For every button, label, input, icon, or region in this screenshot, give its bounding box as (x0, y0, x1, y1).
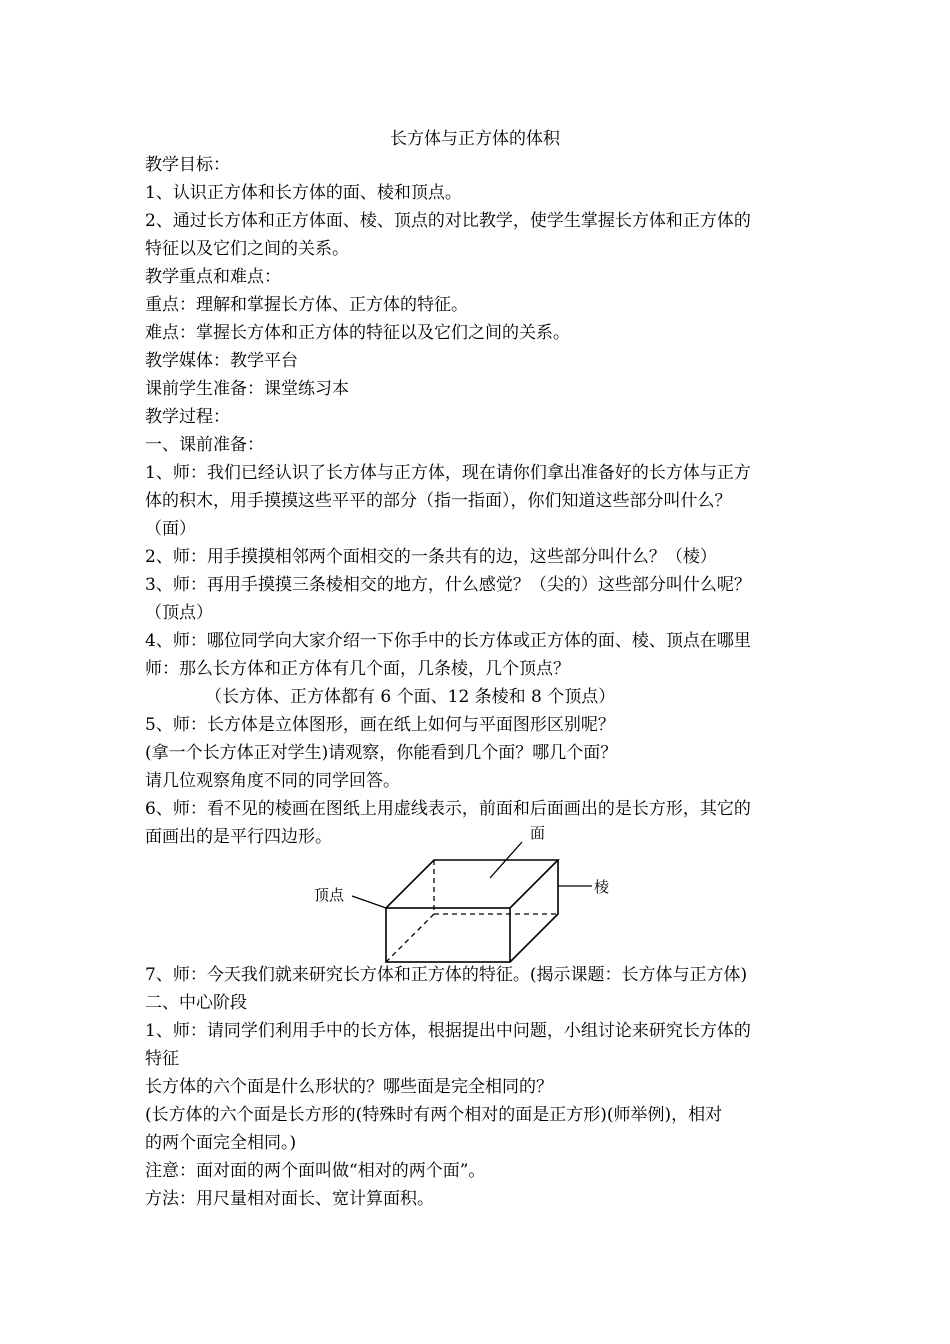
method-measure: 方法：用尺量相对面长、宽计算面积。 (145, 1189, 434, 1209)
heading-teaching-goals: 教学目标： (145, 155, 230, 175)
goal-item-1: 1、认识正方体和长方体的面、棱和顶点。 (145, 183, 462, 203)
goal-item-2-continued: 特征以及它们之间的关系。 (145, 239, 349, 259)
teaching-media: 教学媒体：教学平台 (145, 351, 298, 371)
step-6-line-2: 面画出的是平行四边形。 (145, 827, 332, 847)
top-face (386, 860, 558, 908)
stage-2-step-1-continued: 特征 (145, 1049, 179, 1069)
step-1-line-2: 体的积木，用手摸摸这些平平的部分（指一指面），你们知道这些部分叫什么？ (145, 491, 732, 511)
vertex-label: 顶点 (314, 886, 345, 904)
goal-item-2: 2、通过长方体和正方体面、棱、顶点的对比教学，使学生掌握长方体和正方体的 (145, 211, 751, 231)
step-1-answer: （面） (145, 519, 196, 539)
answer-six-faces-continued: 的两个面完全相同。) (145, 1133, 297, 1153)
face-label: 面 (530, 824, 546, 842)
step-6-line-1: 6、师：看不见的棱画在图纸上用虚线表示，前面和后面画出的是长方形，其它的 (145, 799, 751, 819)
hidden-edge-depth (386, 914, 434, 962)
section-2-heading: 二、中心阶段 (145, 993, 247, 1013)
step-3-answer: （顶点） (145, 603, 213, 623)
right-face (510, 860, 558, 962)
student-preparation: 课前学生准备：课堂练习本 (145, 379, 349, 399)
step-5: 5、师：长方体是立体图形，画在纸上如何与平面图形区别呢？ (145, 715, 615, 735)
step-4: 4、师：哪位同学向大家介绍一下你手中的长方体或正方体的面、棱、顶点在哪里 (145, 631, 751, 651)
difficult-point: 难点：掌握长方体和正方体的特征以及它们之间的关系。 (145, 323, 570, 343)
step-4-question: 师：那么长方体和正方体有几个面，几条棱，几个顶点？ (145, 659, 570, 679)
note-opposite-faces: 注意：面对面的两个面叫做“相对的两个面”。 (145, 1161, 486, 1181)
step-5-answer: 请几位观察角度不同的同学回答。 (145, 771, 400, 791)
answer-six-faces: (长方体的六个面是长方形的(特殊时有两个相对的面是正方形)(师举例)，相对 (145, 1105, 723, 1125)
edge-label: 棱 (594, 878, 610, 896)
step-1-line-1: 1、师：我们已经认识了长方体与正方体，现在请你们拿出准备好的长方体与正方 (145, 463, 751, 483)
key-point: 重点：理解和掌握长方体、正方体的特征。 (145, 295, 468, 315)
step-3: 3、师：再用手摸摸三条棱相交的地方，什么感觉？（尖的）这些部分叫什么呢？ (145, 575, 751, 595)
front-face (386, 908, 510, 962)
section-1-heading: 一、课前准备： (145, 435, 264, 455)
heading-key-points: 教学重点和难点： (145, 267, 281, 287)
document-title: 长方体与正方体的体积 (390, 129, 560, 149)
step-4-answer: （长方体、正方体都有 6 个面、12 条棱和 8 个顶点） (205, 687, 616, 707)
step-5-observe: (拿一个长方体正对学生)请观察，你能看到几个面？哪几个面？ (145, 743, 618, 763)
question-six-faces: 长方体的六个面是什么形状的？哪些面是完全相同的？ (145, 1077, 553, 1097)
step-7: 7、师：今天我们就来研究长方体和正方体的特征。(揭示课题：长方体与正方体) (145, 965, 748, 985)
stage-2-step-1: 1、师：请同学们利用手中的长方体，根据提出中问题，小组讨论来研究长方体的 (145, 1021, 751, 1041)
heading-teaching-process: 教学过程： (145, 407, 230, 427)
vertex-pointer-line (352, 896, 386, 908)
step-2: 2、师：用手摸摸相邻两个面相交的一条共有的边，这些部分叫什么？（棱） (145, 547, 717, 567)
